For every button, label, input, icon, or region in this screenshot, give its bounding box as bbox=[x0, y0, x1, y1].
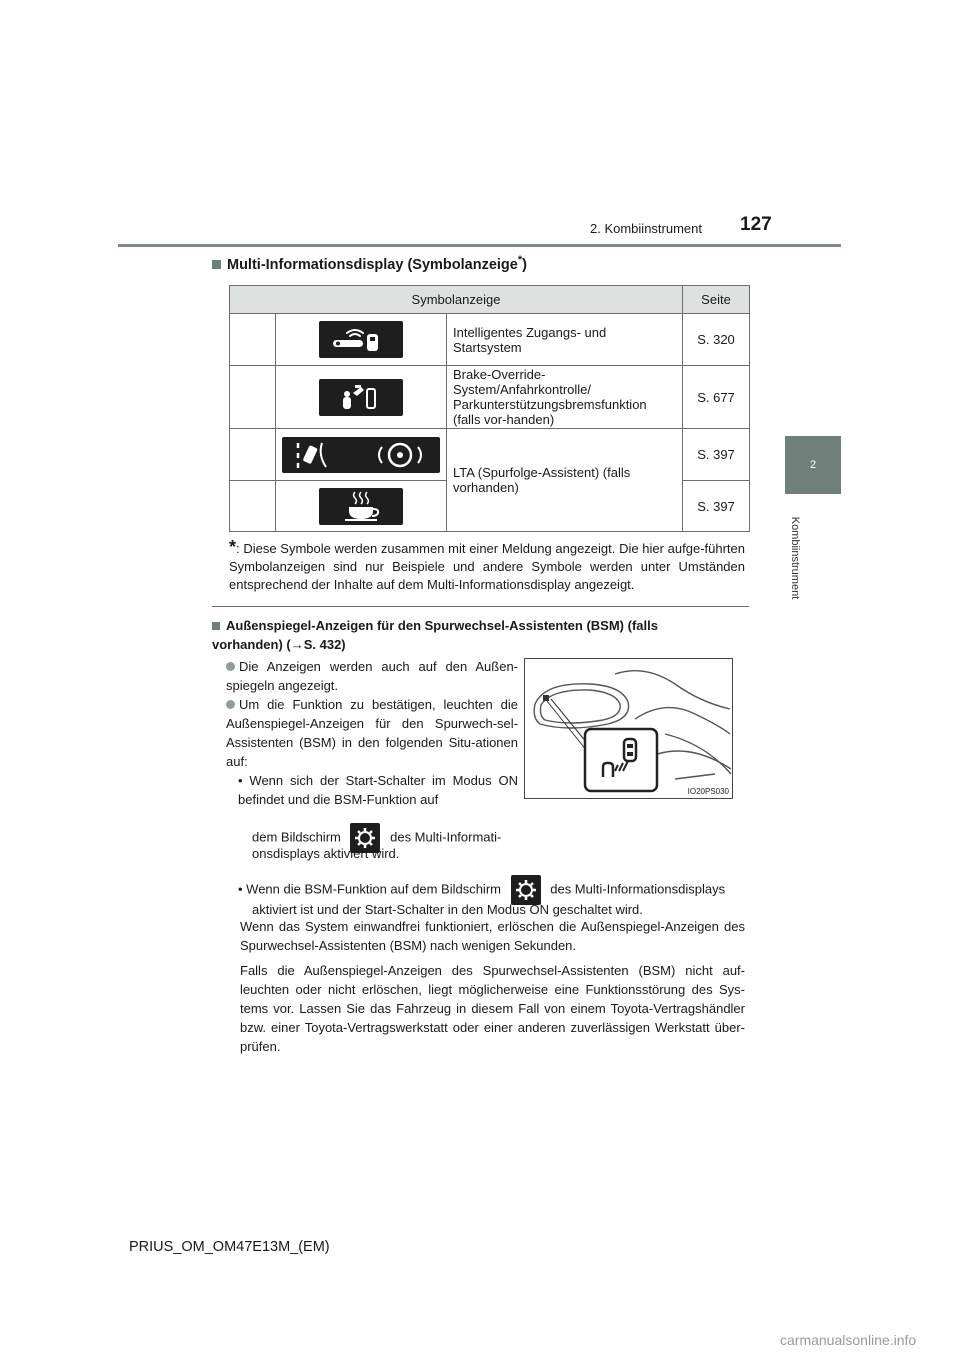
icon-cell bbox=[276, 366, 447, 429]
table-row-desc: Intelligentes Zugangs- und Startsystem bbox=[447, 314, 683, 366]
sub-item-text-pre: dem Bildschirm bbox=[252, 829, 341, 845]
bsm-heading-text: Außenspiegel-Anzeigen für den Spurwechsel-Assistenten (BSM) (falls vorhanden) (→S. 432) bbox=[212, 618, 658, 652]
blank-cell bbox=[230, 429, 276, 481]
col-symbol-header: Symbolanzeige bbox=[230, 286, 683, 314]
footnote-star: * bbox=[229, 537, 237, 557]
header-rule bbox=[118, 244, 841, 247]
section-title-text: Multi-Informationsdisplay (Symbolanzeige bbox=[227, 256, 518, 273]
running-header-section: 2. Kombiinstrument bbox=[590, 221, 702, 236]
bullet-item bbox=[226, 657, 518, 695]
lane-trace-icon bbox=[282, 437, 440, 473]
table-row-page: S. 320 bbox=[683, 314, 750, 366]
table-row bbox=[230, 429, 750, 481]
watermark: carmanualsonline.info bbox=[780, 1332, 917, 1348]
footnote bbox=[229, 538, 745, 594]
square-bullet-icon bbox=[212, 260, 221, 269]
mirror-indicator-figure bbox=[524, 658, 733, 799]
coffee-cup-icon bbox=[319, 488, 403, 525]
bullet-item bbox=[226, 695, 518, 771]
square-bullet-icon bbox=[212, 622, 220, 630]
chapter-label-text: Kombiinstrument bbox=[789, 516, 801, 600]
mirror-illustration bbox=[525, 659, 732, 798]
footnote-text: : Diese Symbole werden zusammen mit einer Meldung angezeigt. Die hier aufge-führten Symbolanzeigen sind nur Beispiele und andere Symbole werden unter Umständen entsprechend der Inhalte auf dem Multi-Informationsdisplay angezeigt. bbox=[229, 541, 745, 592]
section-title-close: ) bbox=[522, 256, 527, 273]
symbol-table bbox=[229, 285, 750, 532]
blank-cell bbox=[230, 366, 276, 429]
page-number: 127 bbox=[740, 214, 772, 235]
chapter-number: 2 bbox=[809, 459, 817, 471]
sub-item-text: onsdisplays aktiviert wird. bbox=[252, 846, 400, 861]
icon-cell bbox=[276, 429, 447, 481]
section-title bbox=[212, 254, 527, 273]
table-row-desc: LTA (Spurfolge-Assistent) (falls vorhanden) bbox=[447, 429, 683, 532]
sub-item-text-pre: • Wenn die BSM-Funktion auf dem Bildschirm bbox=[238, 881, 501, 897]
sub-item-text: • Wenn sich der Start-Schalter im Modus ON befindet und die BSM-Funktion auf bbox=[238, 773, 518, 807]
col-page-header: Seite bbox=[683, 286, 750, 314]
table-row-page: S. 397 bbox=[683, 429, 750, 481]
table-row-desc: Brake-Override-System/Anfahrkontrolle/ Parkunterstützungsbremsfunktion (falls vor-handen) bbox=[447, 366, 683, 429]
section-divider bbox=[212, 606, 749, 607]
paragraph: Falls die Außenspiegel-Anzeigen des Spurwechsel-Assistenten (BSM) nicht auf-leuchten oder nicht erlöschen, liegt möglicherweise eine Funktionsstörung des Sys-tems vor. Lassen Sie das Fahrzeug in diesem Fall von einem Toyota-Vertragshändler bzw. einer Toyota-Vertragswerkstatt oder einer anderen zuverlässigen Werkstatt über-prüfen. bbox=[240, 963, 745, 1054]
round-bullet-icon bbox=[226, 700, 235, 709]
table-row-page: S. 677 bbox=[683, 366, 750, 429]
brake-override-icon bbox=[319, 379, 403, 416]
footnote-mark: * bbox=[517, 254, 523, 266]
smart-key-icon bbox=[319, 321, 403, 358]
icon-cell bbox=[276, 481, 447, 532]
bullet-text: Die Anzeigen werden auch auf den Außen-spiegeln angezeigt. bbox=[226, 659, 518, 693]
chapter-label bbox=[788, 508, 802, 608]
table-row bbox=[230, 314, 750, 366]
table-header-row bbox=[230, 286, 750, 314]
sub-item-text: aktiviert ist und der Start-Schalter in den Modus ON geschaltet wird. bbox=[252, 902, 643, 917]
sub-item-text-post: des Multi-Informationsdisplays bbox=[550, 881, 726, 897]
blank-cell bbox=[230, 481, 276, 532]
blank-cell bbox=[230, 314, 276, 366]
icon-cell bbox=[276, 314, 447, 366]
sub-item-text-post: des Multi-Informati- bbox=[390, 829, 502, 845]
bsm-heading bbox=[212, 616, 672, 654]
bullet-text: Um die Funktion zu bestätigen, leuchten die Außenspiegel-Anzeigen für den Spurwech-sel-Assistenten (BSM) in den folgenden Situ-ationen auf: bbox=[226, 697, 518, 769]
figure-label: IO20PS030 bbox=[687, 787, 729, 796]
table-row bbox=[230, 366, 750, 429]
chapter-tab bbox=[785, 436, 841, 494]
round-bullet-icon bbox=[226, 662, 235, 671]
paragraph: Wenn das System einwandfrei funktioniert, erlöschen die Außenspiegel-Anzeigen des Spurwechsel-Assistenten (BSM) nach wenigen Sekunden. bbox=[240, 919, 745, 953]
table-row-page: S. 397 bbox=[683, 481, 750, 532]
document-code: PRIUS_OM_OM47E13M_(EM) bbox=[129, 1239, 330, 1255]
